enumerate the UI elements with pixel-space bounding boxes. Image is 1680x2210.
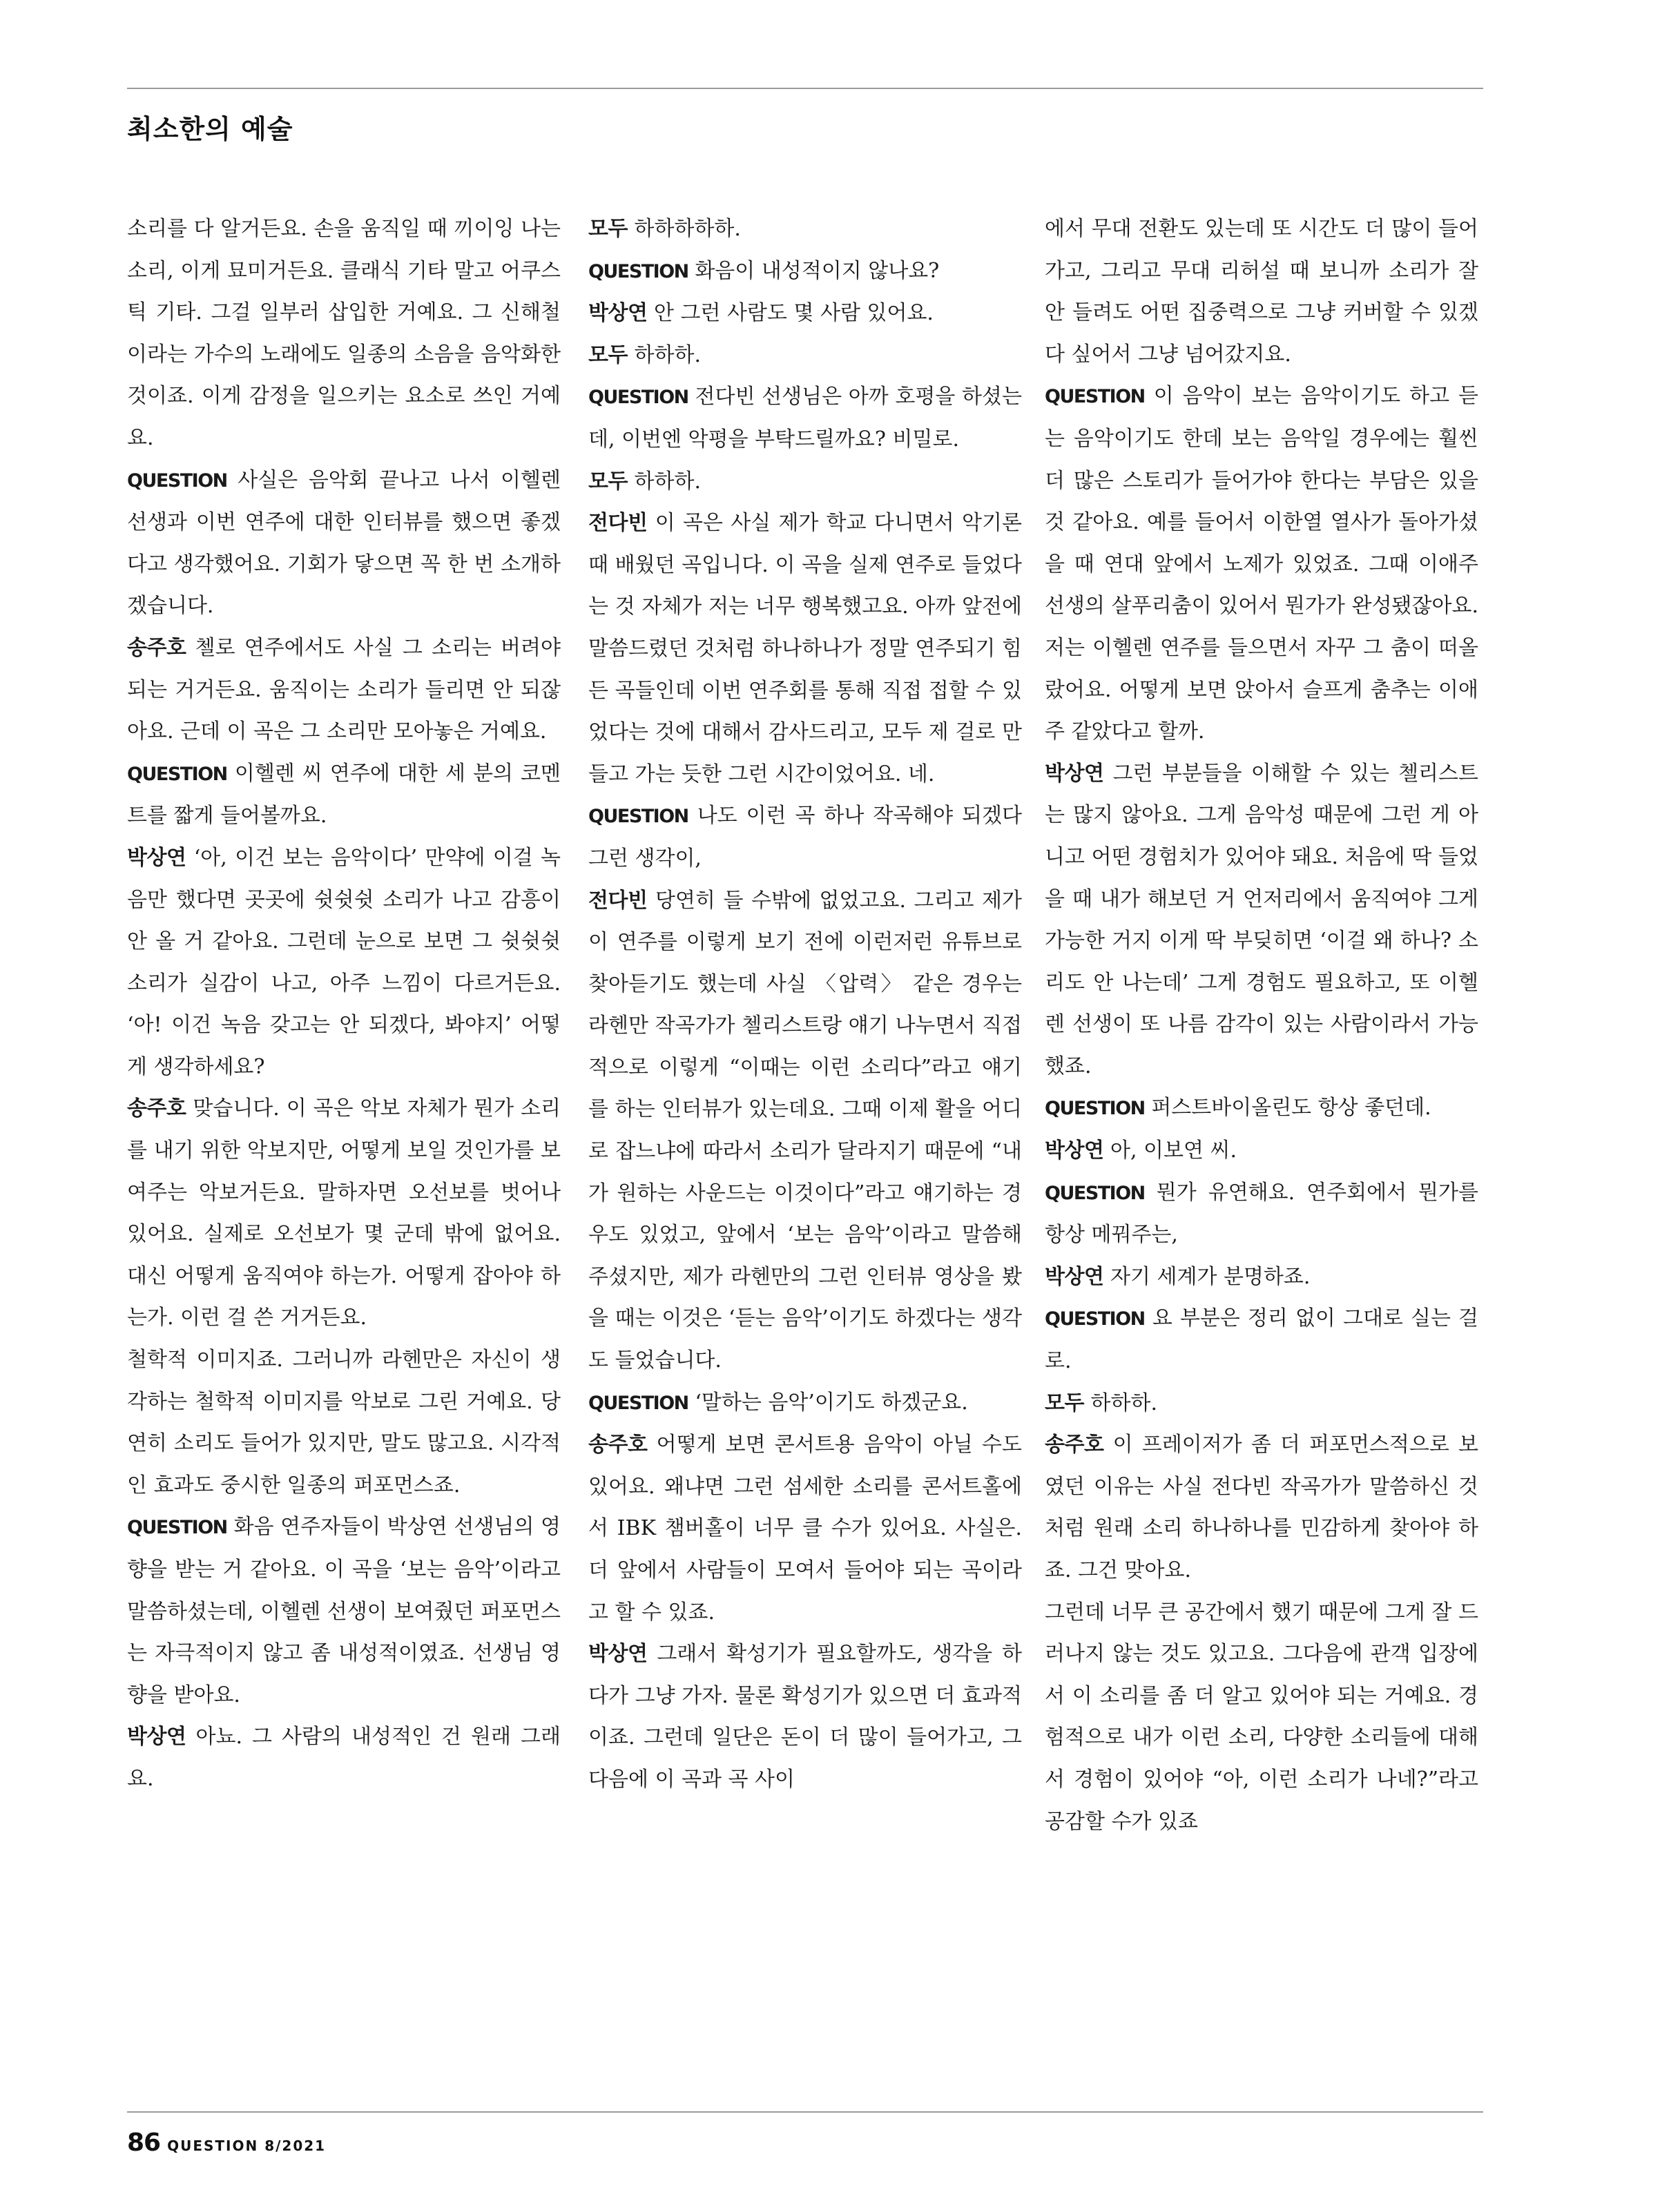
paragraph-text: 나도 이런 곡 하나 작곡해야 되겠다 그런 생각이, [588,804,1022,871]
speaker-label: QUESTION [127,763,227,785]
interview-paragraph [1045,1383,1478,1425]
speaker-label: QUESTION [127,469,227,492]
paragraph-text: 요 부분은 정리 없이 그대로 실는 걸로. [1045,1306,1478,1374]
speaker-label: 전다빈 [588,511,648,536]
paragraph-text: 화음이 내성적이지 않나요? [688,258,940,283]
paragraph-text: 그런 부분들을 이해할 수 있는 첼리스트는 많지 않아요. 그게 음악성 때문에 그런 게 아니고 어떤 경험치가 있어야 돼요. 처음에 딱 들었을 때 내가 해보던 거 언저리에서 움직여야 그게 가능한 거지 이게 딱 부딪히면 ‘이걸 왜 하나? 소리도 안 나는데’ 그게 경험도 필요하고, 또 이헬렌 선생이 또 나름 감각이 있는 사람이라서 가능했죠. [1045,761,1478,1078]
speaker-label: 모두 [588,342,628,367]
paragraph-text: 이헬렌 씨 연주에 대한 세 분의 코멘트를 짧게 들어볼까요. [127,761,561,828]
interview-paragraph [1045,209,1478,376]
paragraph-text: 뭔가 유연해요. 연주회에서 뭔가를 항상 메꿔주는, [1045,1180,1478,1248]
speaker-label: 송주호 [588,1433,648,1457]
interview-paragraph [1045,1257,1478,1299]
speaker-label: QUESTION [588,1392,688,1414]
interview-paragraph [588,880,1022,1382]
paragraph-text: 하하하. [627,342,701,367]
paragraph-text: 사실은 음악회 끝나고 나서 이헬렌 선생과 이번 연주에 대한 인터뷰를 했으면 좋겠다고 생각했어요. 기회가 닿으면 꼭 한 번 소개하겠습니다. [127,467,561,619]
interview-paragraph [588,461,1022,503]
paragraph-text: 에서 무대 전환도 있는데 또 시간도 더 많이 들어가고, 그리고 무대 리허설 때 보니까 소리가 잘 안 들려도 어떤 집중력으로 그냥 커버할 수 있겠다 싶어서 그냥 넘어갔지요. [1045,217,1478,367]
interview-paragraph [1045,1424,1478,1591]
speaker-label: QUESTION [588,806,688,828]
paragraph-text: 이 곡은 사실 제가 학교 다니면서 악기론 때 배웠던 곡입니다. 이 곡을 실제 연주로 들었다는 것 자체가 저는 너무 행복했고요. 아까 앞전에 말씀드렸던 것처럼 하나하나가 정말 연주되기 힘든 곡들인데 이번 연주회를 통해 직접 접할 수 있었다는 것에 대해서 감사드리고, 모두 제 걸로 만들고 가는 듯한 그런 시간이었어요. 네. [588,511,1022,786]
interview-paragraph [127,1506,561,1716]
speaker-label: QUESTION [1045,1182,1145,1204]
speaker-label: QUESTION [588,260,688,282]
paragraph-text: 안 그런 사람도 몇 사람 있어요. [647,301,934,326]
speaker-label: 송주호 [127,635,186,660]
interview-paragraph [588,293,1022,335]
speaker-label: 박상연 [127,845,186,870]
interview-paragraph [1045,1592,1478,1843]
paragraph-text: 당연히 들 수밖에 없었고요. 그리고 제가 이 연주를 이렇게 보기 전에 이런저런 유튜브로 찾아듣기도 했는데 사실 〈압력〉 같은 경우는 라헨만 작곡가가 첼리스트랑 얘기 나누면서 직접적으로 이렇게 “이때는 이런 소리다”라고 얘기를 하는 인터뷰가 있는데요. 그때 이제 활을 어디로 잡느냐에 따라서 소리가 달라지기 때문에 “내가 원하는 사운드는 이것이다”라고 얘기하는 경우도 있었고, 앞에서 ‘보는 음악’이라고 말씀해 주셨지만, 제가 라헨만의 그런 인터뷰 영상을 봤을 때는 이것은 ‘듣는 음악’이기도 하겠다는 생각도 들었습니다. [588,888,1022,1373]
speaker-label: QUESTION [1045,1308,1145,1330]
interview-paragraph [127,1339,561,1506]
speaker-label: 송주호 [1045,1433,1104,1457]
speaker-label: QUESTION [588,387,688,409]
page-footer [127,2129,326,2157]
speaker-label: 박상연 [1045,761,1104,786]
paragraph-text: 어떻게 보면 콘서트용 음악이 아닐 수도 있어요. 왜냐면 그런 섬세한 소리를 콘서트홀에서 IBK 챔버홀이 너무 클 수가 있어요. 사실은. 더 앞에서 사람들이 모여서 들어야 되는 곡이라고 할 수 있죠. [588,1433,1022,1625]
interview-paragraph [127,837,561,1089]
text-column-1 [127,209,561,1801]
speaker-label: 박상연 [1045,1138,1104,1163]
interview-paragraph [127,460,561,628]
paragraph-text: 철학적 이미지죠. 그러니까 라헨만은 자신이 생각하는 철학적 이미지를 악보로 그린 거예요. 당연히 소리도 들어가 있지만, 말도 많고요. 시각적인 효과도 중시한 일종의 퍼포먼스죠. [127,1348,561,1497]
speaker-label: 전다빈 [588,888,648,913]
interview-paragraph [1045,1130,1478,1172]
interview-paragraph [588,503,1022,795]
paragraph-text: 맞습니다. 이 곡은 악보 자체가 뭔가 소리를 내기 위한 악보지만, 어떻게 보일 것인가를 보여주는 악보거든요. 말하자면 오선보를 벗어나 있어요. 실제로 오선보가 몇 군데 밖에 없어요. 대신 어떻게 움직여야 하는가. 어떻게 잡아야 하는가. 이런 걸 쓴 거거든요. [127,1096,561,1330]
interview-paragraph [588,1634,1022,1801]
speaker-label: 박상연 [588,1642,648,1667]
interview-paragraph [1045,1087,1478,1130]
paragraph-text: 이 프레이저가 좀 더 퍼포먼스적으로 보였던 이유는 사실 전다빈 작곡가가 말씀하신 것처럼 원래 소리 하나하나를 민감하게 찾아야 하죠. 그건 맞아요. [1045,1433,1478,1582]
interview-paragraph [1045,1172,1478,1257]
paragraph-text: 하하하. [627,469,701,494]
header-rule [127,88,1483,89]
text-column-2 [588,209,1022,1801]
paragraph-text: 이 음악이 보는 음악이기도 하고 듣는 음악이기도 한데 보는 음악일 경우에는 훨씬 더 많은 스토리가 들어가야 한다는 부담은 있을 것 같아요. 예를 들어서 이한열 열사가 돌아가셨을 때 연대 앞에서 노제가 있었죠. 그때 이애주 선생의 살푸리춤이 있어서 뭔가가 완성됐잖아요. 저는 이헬렌 연주를 들으면서 자꾸 그 춤이 떠올랐어요. 어떻게 보면 앉아서 슬프게 춤추는 이애주 같았다고 할까. [1045,384,1478,744]
page-number: 86 [127,2129,161,2157]
interview-paragraph [1045,1298,1478,1382]
paragraph-text: 아, 이보연 씨. [1103,1138,1237,1163]
interview-paragraph [588,335,1022,377]
interview-paragraph [588,209,1022,251]
interview-paragraph [127,209,561,460]
interview-paragraph [588,376,1022,461]
paragraph-text: 하하하. [1083,1390,1157,1415]
speaker-label: 박상연 [1045,1264,1104,1289]
speaker-label: 모두 [588,217,628,241]
speaker-label: 모두 [588,469,628,494]
paragraph-text: 화음 연주자들이 박상연 선생님의 영향을 받는 거 같아요. 이 곡을 ‘보는 음악’이라고 말씀하셨는데, 이헬렌 선생이 보여줬던 퍼포먼스는 자극적이지 않고 좀 내성적이였죠. 선생님 영향을 받아요. [127,1515,561,1707]
paragraph-text: 자기 세계가 분명하죠. [1103,1264,1311,1289]
paragraph-text: ‘말하는 음악’이기도 하겠군요. [688,1390,968,1415]
footer-rule [127,2111,1483,2113]
interview-paragraph [588,1424,1022,1634]
paragraph-text: 그런데 너무 큰 공간에서 했기 때문에 그게 잘 드러나지 않는 것도 있고요. 그다음에 관객 입장에서 이 소리를 좀 더 알고 있어야 되는 거예요. 경험적으로 내가 이런 소리, 다양한 소리들에 대해서 경험이 있어야 “아, 이런 소리가 나네?”라고 공감할 수가 있죠 [1045,1600,1478,1834]
speaker-label: 박상연 [127,1725,186,1749]
text-column-3 [1045,209,1478,1843]
paragraph-text: 소리를 다 알거든요. 손을 움직일 때 끼이잉 나는 소리, 이게 묘미거든요. 클래식 기타 말고 어쿠스틱 기타. 그걸 일부러 삽입한 거예요. 그 신해철이라는 가수의 노래에도 일종의 소음을 음악화한 것이죠. 이게 감정을 일으키는 요소로 쓰인 거예요. [127,217,561,450]
paragraph-text: 전다빈 선생님은 아까 호평을 하셨는데, 이번엔 악평을 부탁드릴까요? 비밀로. [588,385,1022,452]
paragraph-text: 하하하하하. [627,217,741,241]
page-header-title: 최소한의 예술 [127,114,293,144]
interview-paragraph [588,795,1022,880]
interview-paragraph [127,628,561,753]
speaker-label: QUESTION [127,1517,227,1539]
interview-paragraph [1045,753,1478,1088]
interview-paragraph [1045,376,1478,753]
speaker-label: QUESTION [1045,1098,1145,1120]
speaker-label: QUESTION [1045,386,1145,408]
paragraph-text: 퍼스트바이올린도 항상 좋던데. [1144,1096,1431,1121]
paragraph-text: 첼로 연주에서도 사실 그 소리는 버려야 되는 거거든요. 움직이는 소리가 들리면 안 되잖아요. 근데 이 곡은 그 소리만 모아놓은 거예요. [127,635,561,744]
interview-paragraph [127,1716,561,1800]
interview-paragraph [588,1382,1022,1425]
issue-label: QUESTION 8/2021 [167,2138,327,2154]
interview-paragraph [127,1088,561,1339]
paragraph-text: ‘아, 이건 보는 음악이다’ 만약에 이걸 녹음만 했다면 곳곳에 쉿쉿쉿 소리가 나고 감흥이 안 올 거 같아요. 그런데 눈으로 보면 그 쉿쉿쉿 소리가 실감이 나고, 아주 느낌이 다르거든요. ‘아! 이건 녹음 갖고는 안 되겠다, 봐야지’ 어떻게 생각하세요? [127,845,561,1079]
paragraph-text: 그래서 확성기가 필요할까도, 생각을 하다가 그냥 가자. 물론 확성기가 있으면 더 효과적이죠. 그런데 일단은 돈이 더 많이 들어가고, 그다음에 이 곡과 곡 사이 [588,1642,1022,1792]
speaker-label: 모두 [1045,1390,1084,1415]
speaker-label: 송주호 [127,1096,186,1121]
interview-paragraph [127,753,561,837]
speaker-label: 박상연 [588,301,648,326]
interview-paragraph [588,251,1022,293]
paragraph-text: 아뇨. 그 사람의 내성적인 건 원래 그래요. [127,1725,561,1791]
